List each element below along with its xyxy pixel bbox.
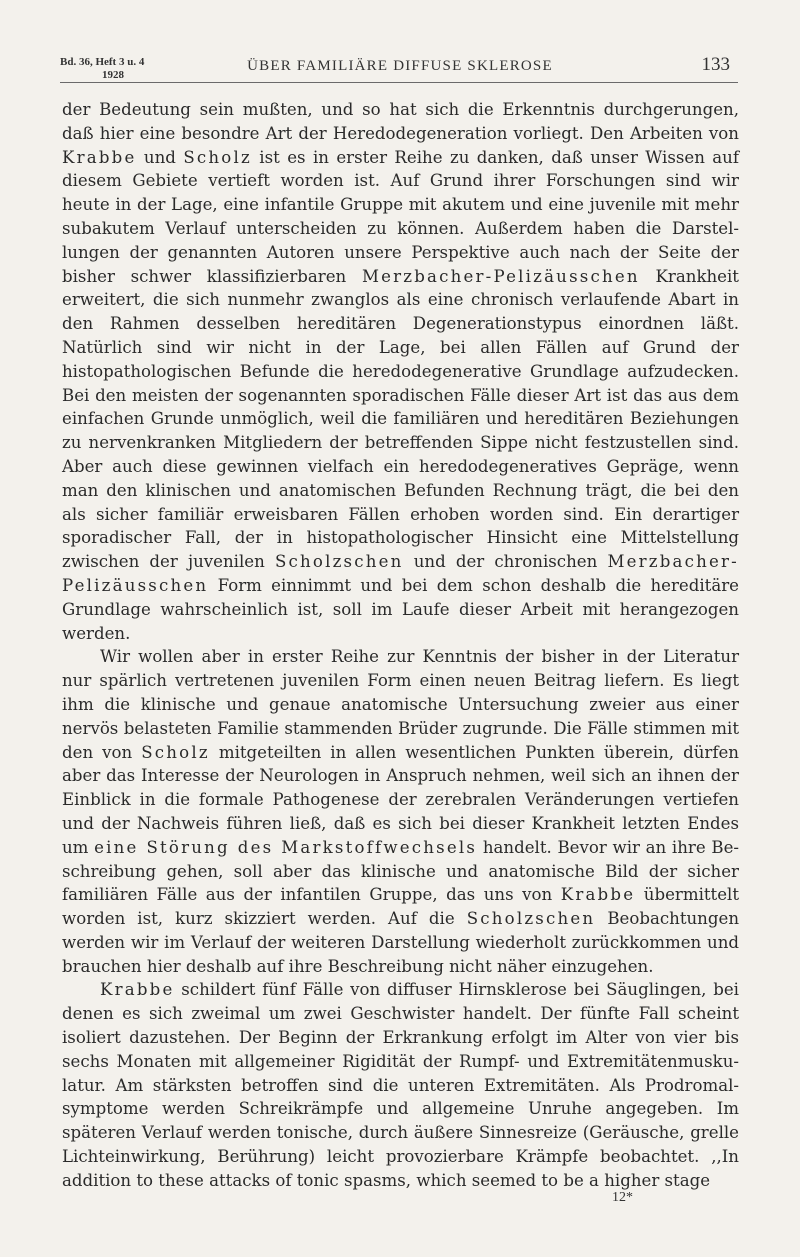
text-run: Krankheit erweitert, die sich nunmehr zwanglos als eine chronisch verlaufende Abart in den Rahmen desselben hereditären Degenerationstypus einordnen läßt. Natürlich sind wir nicht in der Lage, bei allen Fällen auf Grund der histopathologischen Befunde die heredodegenerative Grundlage aufzudecken. Bei den meisten der sogenannten sporadischen Fälle dieser Art ist das aus dem einfachen Grunde unmöglich, weil die familiären und hereditären Beziehungen zu nervenkranken Mitgliedern der betreffenden Sippe nicht festzustellen sind. Aber auch diese gewinnen vielfach ein heredodegeneratives Gepräge, wenn man den klinischen und anatomischen Befunden Rechnung trägt, die bei den als sicher familiär erweisbaren Fällen erhoben worden sind. Ein derartiger sporadischer Fall, der in histopathologischer Hinsicht eine Mittelstellung zwischen der juvenilen — [62, 266, 739, 572]
spaced-name: eine Störung des Markstoffwechsels — [94, 837, 478, 857]
text-run: mitgeteilten in allen wesentlichen Punkten überein, dürfen aber das Interesse der Neurologen in Anspruch nehmen, weil sich an ihnen der Einblick in die formale Pathogenese der zerebralen Veränderungen vertiefen und der Nachweis führen ließ, daß es sich bei dieser Krankheit letzten Endes um — [62, 742, 739, 857]
text-run: Wir wollen aber in erster Reihe zur Kenntnis der bisher in der Literatur nur spärlich vertretenen juvenilen Form einen neuen Beitrag liefern. Es liegt ihm die klinische und genaue anatomische Untersuchung zweier aus einer nervös belasteten Familie stammenden Brüder zugrunde. Die Fälle stimmen mit den von — [62, 647, 739, 762]
text-run: und — [136, 147, 184, 167]
text-run: ist es in erster Reihe zu danken, daß unser Wissen auf diesem Gebiete vertieft worden ist. Auf Grund ihrer Forschungen sind wir heute in der Lage, eine infantile Gruppe mit akutem und eine juvenile mit mehr subakutem Verlauf unterscheiden zu können. Außerdem haben die Darstellungen der genannten Autoren unsere Perspektive auch nach der Seite der bisher schwer klassifizierbaren — [62, 147, 740, 286]
page-number: 133 — [701, 54, 730, 75]
spaced-name: Merzbacher-Pelizäusschen — [62, 552, 739, 595]
paragraph — [62, 978, 739, 1192]
spaced-name: Merzbacher-Pelizäusschen — [361, 266, 640, 286]
spaced-name: Scholz — [141, 742, 210, 762]
running-title: ÜBER FAMILIÄRE DIFFUSE SKLEROSE — [247, 58, 553, 74]
spaced-name: Scholz — [183, 147, 252, 167]
spaced-name: Scholzschen — [466, 909, 596, 929]
spaced-name: Krabbe — [100, 980, 175, 1000]
paragraph — [62, 98, 739, 645]
publication-year: 1928 — [102, 69, 124, 81]
spaced-name: Krabbe — [560, 885, 636, 905]
volume-issue: Bd. 36, Heft 3 u. 4 — [60, 56, 145, 68]
text-run: und der chronischen — [403, 552, 608, 572]
text-run: der Bedeutung sein mußten, und so hat sich die Erkenntnis durchgerungen, daß hier eine besondre Art der Heredodegeneration vorliegt. Den Arbeiten von — [62, 100, 739, 143]
paragraph — [62, 645, 739, 978]
text-run: handelt. Bevor wir an ihre Beschreibung gehen, soll aber das klinische und anatomische Bild der sicher familiären Fälle aus der infantilen Gruppe, das uns von — [62, 837, 740, 905]
text-run: Beobachtungen werden wir im Verlauf der weiteren Darstellung wiederholt zurückkommen und brauchen hier deshalb auf ihre Beschreibung nicht näher einzugehen. — [62, 909, 740, 976]
body-text — [62, 98, 739, 1193]
text-run: übermittelt worden ist, kurz skizziert werden. Auf die — [62, 885, 740, 929]
spaced-name: Krabbe — [62, 147, 137, 167]
header-rule — [60, 82, 738, 83]
volume-info — [60, 56, 190, 82]
text-run: Form einnimmt und bei dem schon deshalb die hereditäre Grundlage wahrscheinlich ist, soll im Laufe dieser Arbeit mit herangezogen werden. — [62, 575, 739, 643]
text-run: schildert fünf Fälle von diffuser Hirnsklerose bei Säuglingen, bei denen es sich zweimal um zwei Geschwister handelt. Der fünfte Fall scheint isoliert dazustehen. Der Beginn der Erkrankung erfolgt im Alter von vier bis sechs Monaten mit allgemeiner Rigidität der Rumpf- und Extremitätenmuskulatur. Am stärksten betroffen sind die unteren Extremitäten. Als Prodromalsymptome werden Schreikrämpfe und allgemeine Unruhe angegeben. Im späteren Verlauf werden tonische, durch äußere Sinnesreize (Geräusche, grelle Lichteinwirkung, Berührung) leicht provozierbare Krämpfe beobachtet. ,,In addition to these attacks of tonic spasms, which seemed to be a higher stage — [62, 980, 739, 1190]
spaced-name: Scholzschen — [274, 552, 404, 572]
signature-mark: 12* — [612, 1190, 633, 1205]
